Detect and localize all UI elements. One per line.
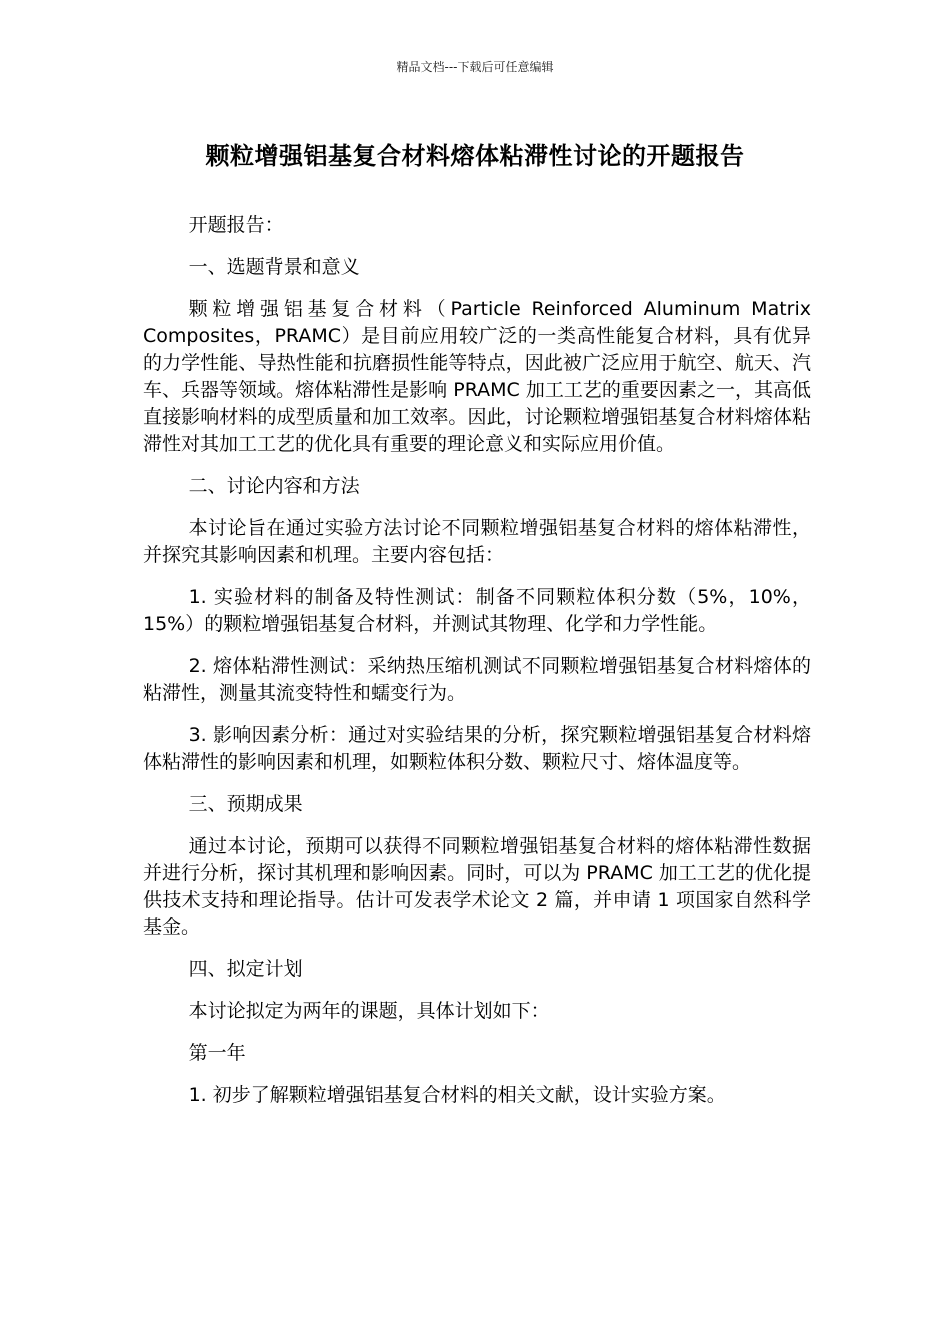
section-heading-expected-results: 三、预期成果 (188, 793, 303, 815)
section-heading-content-methods: 二、讨论内容和方法 (188, 475, 360, 497)
list-item-materials: 1. 实验材料的制备及特性测试：制备不同颗粒体积分数（5%，10%，15%）的颗粒增强铝基复合材料，并测试其物理、化学和力学性能。 (143, 586, 811, 635)
paragraph-expected-results: 通过本讨论，预期可以获得不同颗粒增强铝基复合材料的熔体粘滞性数据并进行分析，探讨其机理和影响因素。同时，可以为 PRAMC 加工工艺的优化提供技术支持和理论指导。估计可发表学术论文 2 篇，并申请 1 项国家自然科学基金。 (143, 835, 811, 938)
document-body (143, 212, 811, 1124)
document-title: 颗粒增强铝基复合材料熔体粘滞性讨论的开题报告 (205, 142, 745, 170)
section-heading-plan: 四、拟定计划 (188, 958, 303, 980)
plan-item-literature: 1. 初步了解颗粒增强铝基复合材料的相关文献，设计实验方案。 (188, 1084, 726, 1106)
plan-year-one: 第一年 (188, 1042, 246, 1064)
paragraph-plan-intro: 本讨论拟定为两年的课题，具体计划如下： (188, 1000, 550, 1022)
list-item-viscosity-test: 2. 熔体粘滞性测试：采纳热压缩机测试不同颗粒增强铝基复合材料熔体的粘滞性，测量其流变特性和蠕变行为。 (143, 655, 811, 704)
paragraph-report-heading: 开题报告： (188, 214, 284, 236)
section-heading-background: 一、选题背景和意义 (188, 256, 360, 278)
paragraph-content-intro: 本讨论旨在通过实验方法讨论不同颗粒增强铝基复合材料的熔体粘滞性，并探究其影响因素和机理。主要内容包括： (143, 517, 811, 566)
page-header-note: 精品文档---下载后可任意编辑 (396, 60, 554, 74)
paragraph-background: 颗粒增强铝基复合材料（Particle Reinforced Aluminum Matrix Composites，PRAMC）是目前应用较广泛的一类高性能复合材料，具有优异的力学性能、导热性能和抗磨损性能等特点，因此被广泛应用于航空、航天、汽车、兵器等领域。熔体粘滞性是影响 PRAMC 加工工艺的重要因素之一，其高低直接影响材料的成型质量和加工效率。因此，讨论颗粒增强铝基复合材料熔体粘滞性对其加工工艺的优化具有重要的理论意义和实际应用价值。 (143, 298, 811, 455)
list-item-factor-analysis: 3. 影响因素分析：通过对实验结果的分析，探究颗粒增强铝基复合材料熔体粘滞性的影响因素和机理，如颗粒体积分数、颗粒尺寸、熔体温度等。 (143, 724, 811, 773)
